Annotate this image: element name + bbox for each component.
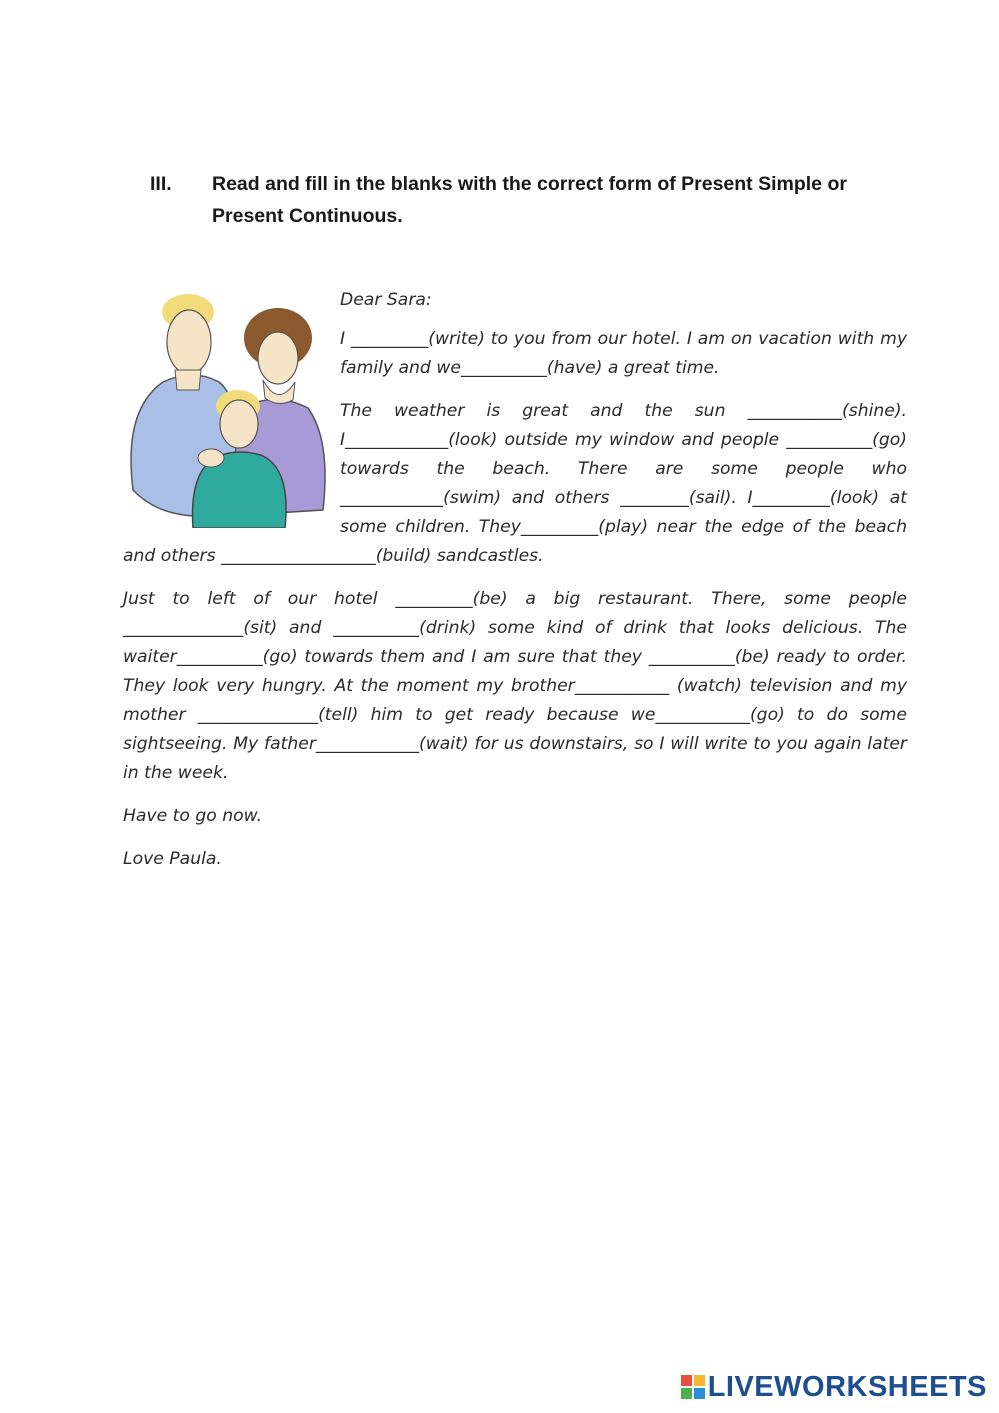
brand-wordmark: LIVEWORKSHEETS — [707, 1370, 987, 1403]
letter-closing-1: Have to go now. — [123, 806, 263, 826]
letter-paragraph-1: I _________(write) to you from our hotel. I am on vacation with my family and we__________(have) a great time. — [340, 329, 907, 378]
liveworksheets-logo — [681, 1371, 987, 1403]
instruction-text: Read and fill in the blanks with the correct form of Present Simple or Present Continuous. — [212, 173, 847, 227]
letter-paragraph-3: Just to left of our hotel _________(be) a big restaurant. There, some people ______________(sit) and __________(drink) some kind of drink that looks delicious. The waiter__________(go) towards them and I am sure that they __________(be) ready to order. They look very hungry. At the moment my brother___________ (watch) television and my mother ______________(tell) him to get ready because we___________(go) to do some sightseeing. My father____________(wait) for us downstairs, so I will write to you again later in the week. — [123, 589, 907, 783]
family-illustration — [123, 290, 328, 528]
liveworksheets-logo-icon — [681, 1375, 705, 1399]
letter-paragraph-2: The weather is great and the sun ___________(shine). I____________(look) outside my window and people __________(go) towards the beach. There are some people who ____________(swim) and others ________(sail). I_________(look) at some children. They_________(play) near the edge of the beach and others __________________(build) sandcastles. — [123, 401, 907, 566]
exercise-instruction — [150, 168, 910, 232]
exercise-number: III. — [150, 173, 172, 195]
letter-closing-2: Love Paula. — [123, 849, 222, 869]
letter-body — [123, 286, 907, 888]
letter-greeting: Dear Sara: — [340, 290, 432, 310]
